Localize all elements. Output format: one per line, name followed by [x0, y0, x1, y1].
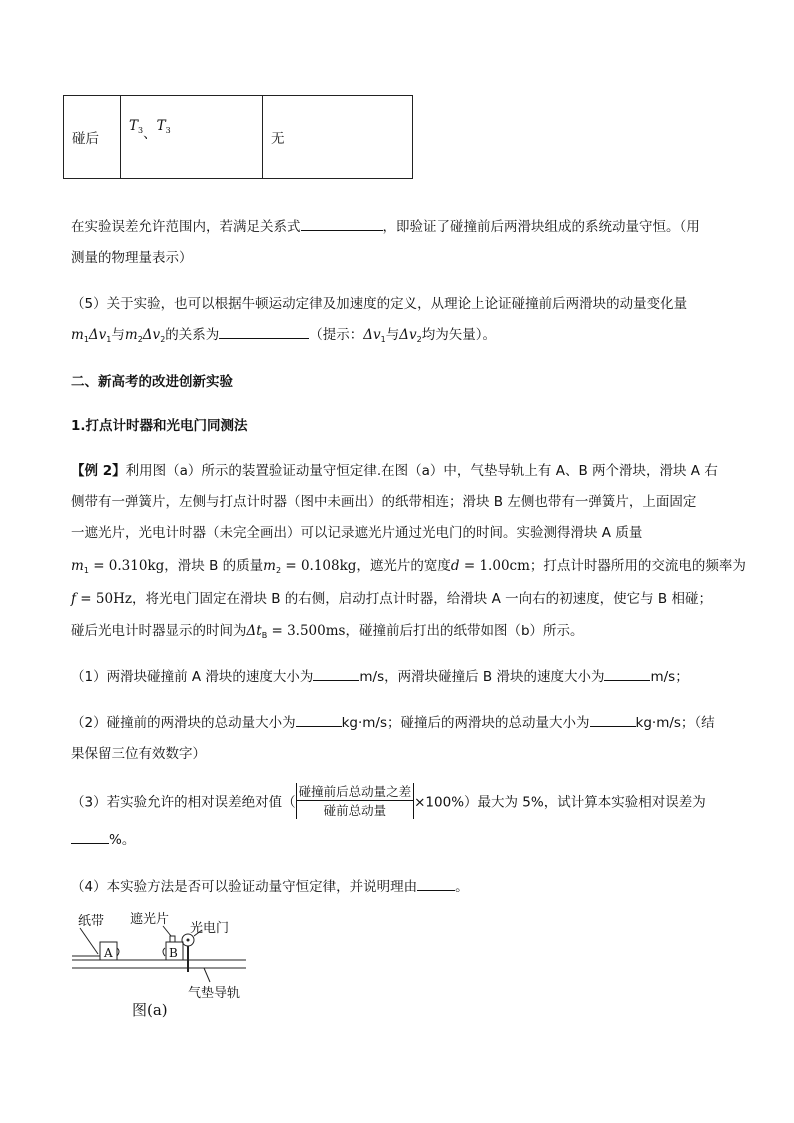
text: ，滑块 B 的质量	[164, 558, 264, 574]
hint-dv1-sub: 1	[380, 335, 386, 344]
table-cell-label	[64, 96, 121, 179]
m1-sub: 1	[83, 566, 89, 575]
dv2-symbol: Δv	[142, 327, 161, 343]
q4-text: （4）本实验方法是否可以验证动量守恒定律，并说明理由	[71, 879, 418, 895]
hint-text-b: 均为矢量）。	[421, 327, 496, 343]
hint-dv1: Δv	[363, 327, 381, 343]
and-text: 与	[111, 327, 125, 343]
answer-blank[interactable]	[301, 216, 383, 231]
label-shade: 遮光片	[130, 912, 170, 927]
relation-text: 的关系为	[165, 327, 220, 343]
q1-text: （1）两滑块碰撞前 A 滑块的速度大小为	[71, 669, 314, 685]
p4-text-b: ，即验证了碰撞前后两滑块组成的系统动量守恒。（用	[382, 219, 700, 235]
question-3-cont	[71, 828, 731, 848]
d-value: = 1.00cm	[459, 558, 530, 574]
q2-text: （2）碰撞前的两滑块的总动量大小为	[71, 715, 296, 731]
q2-unit2: kg·m/s；（结	[635, 715, 715, 731]
q3-text-b: ×100%）最大为 5%，试计算本实验相对误差为	[414, 794, 706, 811]
label-block-b: B	[169, 946, 178, 960]
dv1-symbol: Δv	[88, 327, 107, 343]
shade-pointer	[163, 926, 171, 936]
q4-text-b: 。	[455, 879, 469, 895]
m1-sub: 1	[83, 335, 89, 344]
table-cell-times	[121, 96, 263, 179]
q1-unit1: m/s，两滑块碰撞后 B 滑块的速度大小为	[359, 669, 605, 685]
q3-text-c: %。	[109, 832, 136, 848]
figure-a-apparatus	[70, 910, 260, 1020]
t3-sub-b: 3	[165, 126, 171, 135]
data-table	[63, 95, 413, 179]
q1-unit2: m/s；	[650, 669, 689, 685]
label-photogate: 光电门	[190, 921, 230, 936]
example-line1	[71, 459, 731, 479]
dt-sub: B	[261, 631, 268, 640]
p5-line1: （5）关于实验，也可以根据牛顿运动定律及加速度的定义，从理论上论证碰撞前后两滑块的动量变化量	[71, 296, 688, 312]
example-text-1: 利用图（a）所示的装置验证动量守恒定律.在图（a）中，气垫导轨上有 A、B 两个滑块，滑块 A 右	[125, 463, 718, 479]
text: ，遮光片的宽度	[356, 558, 451, 574]
m2-symbol: m	[124, 327, 138, 343]
text: ，碰撞前后打出的纸带如图（b）所示。	[345, 623, 584, 639]
label-paper-tape: 纸带	[78, 914, 105, 929]
photogate-dot	[187, 939, 190, 942]
p4-line1	[71, 215, 731, 235]
hint-dv2: Δv	[399, 327, 417, 343]
dv1-sub: 1	[106, 335, 112, 344]
m2-value: = 0.108kg	[281, 558, 357, 574]
hint-dv2-sub: 2	[416, 335, 422, 344]
subsection-heading: 1.打点计时器和光电门同测法	[71, 418, 248, 434]
fraction	[297, 782, 414, 819]
example-line4	[71, 554, 746, 575]
dt-symbol: Δt	[246, 623, 262, 639]
example-tag: 【例 2】	[71, 463, 126, 479]
label-block-a: A	[104, 946, 113, 960]
answer-blank[interactable]	[604, 666, 650, 681]
figure-caption: 图(a)	[132, 1001, 168, 1019]
t3-symbol-b: T	[156, 118, 166, 134]
text: 碰后光电计时器显示的时间为	[71, 623, 247, 639]
question-2	[71, 711, 731, 731]
question-1	[71, 665, 731, 685]
table-row	[64, 96, 413, 179]
f-value: = 50Hz	[76, 591, 132, 607]
question-4	[71, 875, 731, 895]
answer-blank[interactable]	[219, 324, 309, 339]
t3-symbol-a: T	[129, 118, 139, 134]
p4-line2: 测量的物理量表示）	[71, 250, 193, 266]
m1-symbol: m	[71, 327, 84, 343]
example-line3: 一遮光片，光电计时器（未完全画出）可以记录遮光片通过光电门的时间。实验测得滑块 A 质量	[71, 525, 643, 541]
answer-blank[interactable]	[590, 712, 636, 727]
dv2-sub: 2	[160, 335, 166, 344]
answer-blank[interactable]	[417, 876, 455, 891]
none-text: 无	[271, 131, 285, 147]
m2-symbol: m	[263, 558, 276, 574]
example-line2: 侧带有一弹簧片，左侧与打点计时器（图中未画出）的纸带相连；滑块 B 左侧也带有一弹簧片，上面固定	[71, 494, 697, 510]
spring-b	[163, 948, 165, 956]
shade-plate	[170, 936, 175, 942]
row-label: 碰后	[72, 131, 99, 147]
answer-blank[interactable]	[313, 666, 359, 681]
section-heading: 二、新高考的改进创新实验	[71, 374, 233, 390]
t3-sub-a: 3	[138, 126, 144, 135]
m1-value: = 0.310kg	[88, 558, 165, 574]
fraction-numerator: 碰撞前后总动量之差	[298, 784, 412, 799]
p5-line2	[71, 323, 731, 344]
f-symbol: f	[71, 591, 76, 607]
m1-symbol: m	[71, 558, 84, 574]
fraction-denominator: 碰前总动量	[323, 803, 387, 818]
tape-pointer	[80, 928, 98, 954]
table-cell-none	[263, 96, 413, 179]
example-line6	[71, 619, 731, 640]
dt-value: = 3.500ms	[267, 623, 346, 639]
q2-unit1: kg·m/s；碰撞后的两滑块的总动量大小为	[341, 715, 590, 731]
m2-sub: 2	[275, 566, 282, 575]
p4-text-a: 在实验误差允许范围内，若满足关系式	[71, 219, 301, 235]
separator: 、	[143, 126, 157, 142]
text: ；打点计时器所用的交流电的频率为	[529, 558, 746, 574]
answer-blank[interactable]	[71, 829, 109, 844]
text: ，将光电门固定在滑块 B 的右侧，启动打点计时器，给滑块 A 一向右的初速度，使它与 B 相碰；	[131, 591, 712, 607]
d-symbol: d	[450, 558, 460, 574]
label-rail: 气垫导轨	[188, 986, 241, 1001]
example-line5	[71, 587, 731, 607]
question-2-cont: 果保留三位有效数字）	[71, 746, 206, 762]
question-3	[71, 782, 731, 819]
answer-blank[interactable]	[296, 712, 342, 727]
rail-pointer	[204, 968, 210, 982]
q3-text: （3）若实验允许的相对误差绝对值（	[71, 794, 296, 811]
hint-text-a: （提示：	[309, 327, 364, 343]
m2-sub: 2	[137, 335, 143, 344]
hint-and: 与	[385, 327, 400, 343]
